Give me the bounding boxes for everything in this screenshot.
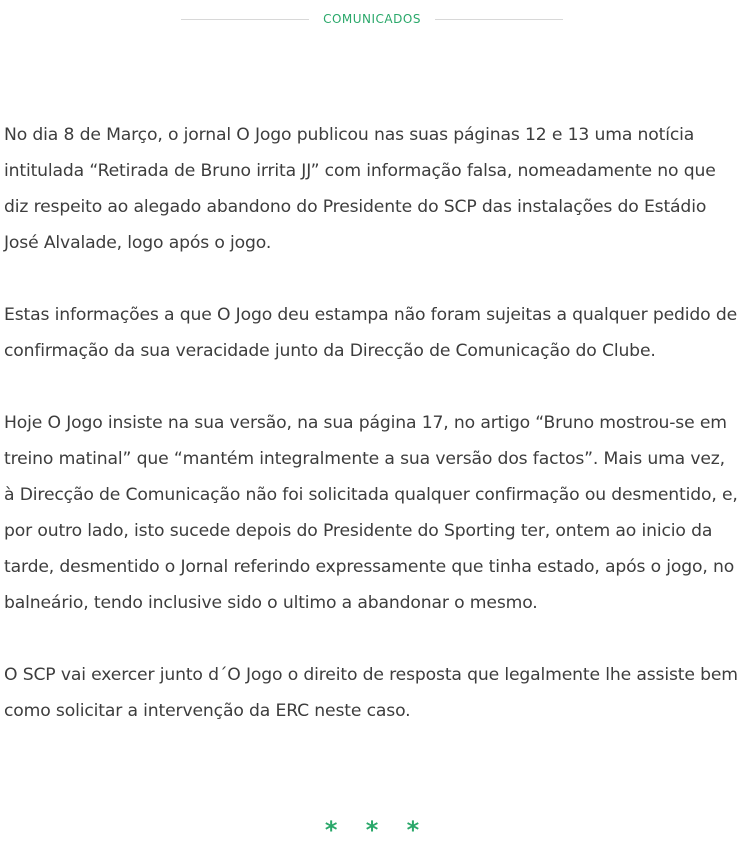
article-body [4, 117, 740, 765]
article-paragraph-2: Estas informações a que O Jogo deu estampa não foram sujeitas a qualquer pedido de confirmação da sua veracidade junto da Direcção de Comunicação do Clube. [4, 305, 738, 361]
article-paragraph-3: Hoje O Jogo insiste na sua versão, na sua página 17, no artigo “Bruno mostrou-se em treino matinal” que “mantém integralmente a sua versão dos factos”. Mais uma vez, à Direcção de Comunicação não foi solicitada qualquer confirmação ou desmentido, e, por outro lado, isto sucede depois do Presidente do Sporting ter, ontem ao inicio da tarde, desmentido o Jornal referindo expressamente que tinha estado, após o jogo, no balneário, tendo inclusive sido o ultimo a abandonar o mesmo. [4, 413, 738, 613]
section-header [0, 8, 744, 30]
header-rule-right [435, 19, 563, 20]
section-label[interactable]: COMUNICADOS [323, 12, 421, 26]
article-paragraph-1: No dia 8 de Março, o jornal O Jogo publicou nas suas páginas 12 e 13 uma notícia intitulada “Retirada de Bruno irrita JJ” com informação falsa, nomeadamente no que diz respeito ao alegado abandono do Presidente do SCP das instalações do Estádio José Alvalade, logo após o jogo. [4, 125, 716, 253]
article-separator: * * * [324, 816, 430, 844]
article-paragraph-4: O SCP vai exercer junto d´O Jogo o direito de resposta que legalmente lhe assiste bem como solicitar a intervenção da ERC neste caso. [4, 665, 738, 721]
header-rule-left [181, 19, 309, 20]
